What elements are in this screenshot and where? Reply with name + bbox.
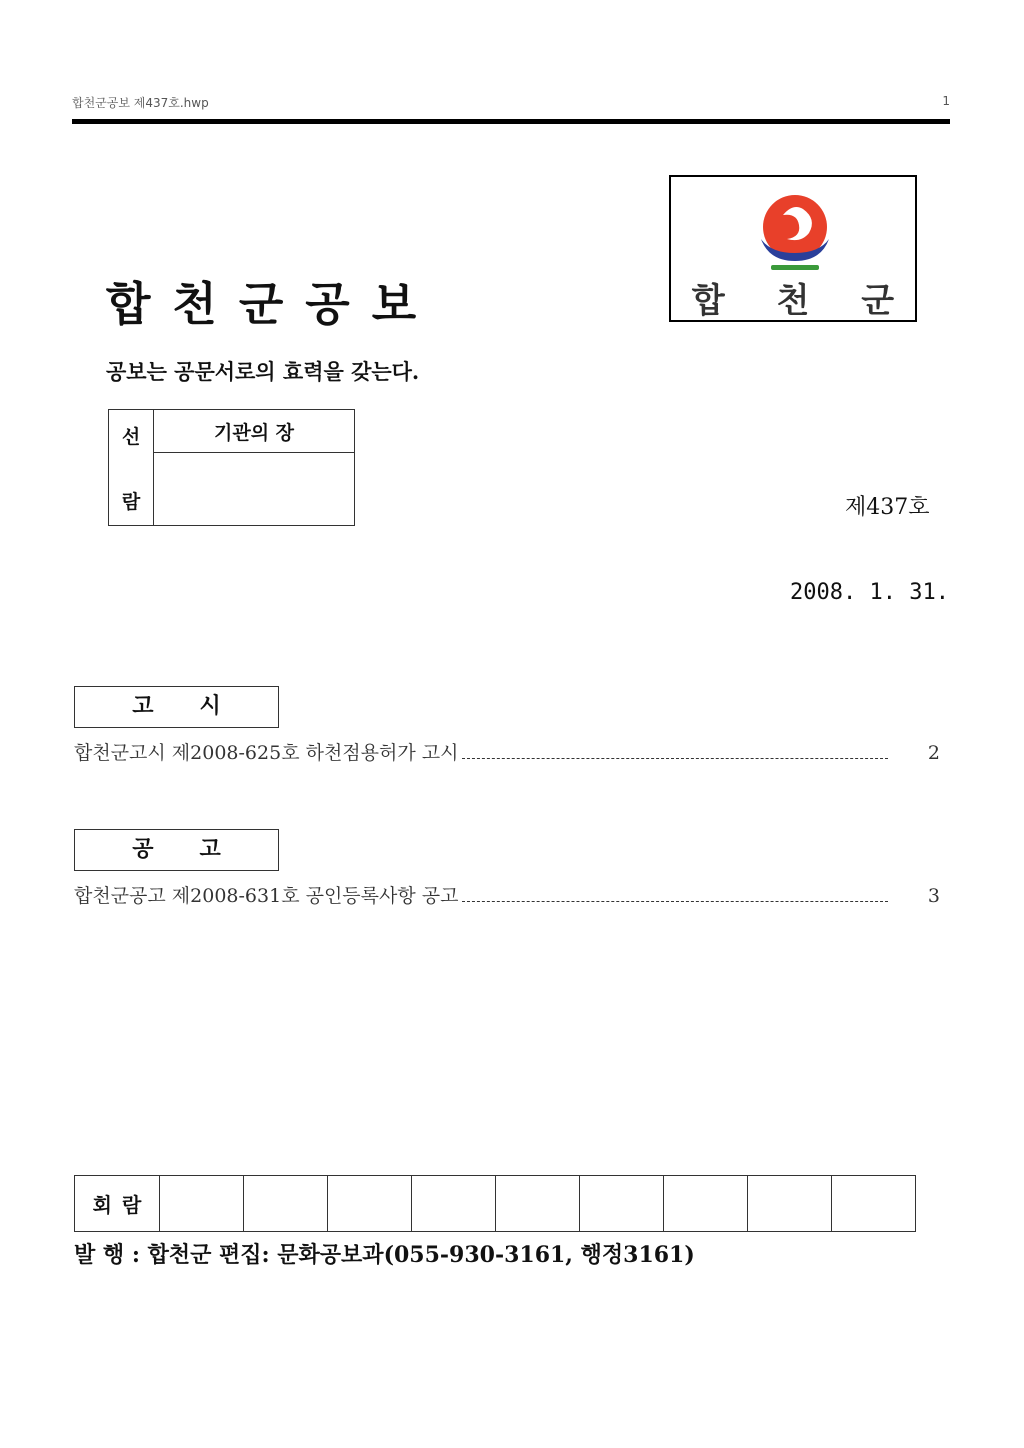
toc-entry-title: 합천군공고 제2008-631호 공인등록사항 공고 (74, 885, 459, 907)
header-rule (72, 119, 950, 124)
routing-table (108, 409, 355, 526)
publisher-footer: 발 행 : 합천군 편집: 문화공보과(055-930-3161, 행정3161) (74, 1242, 695, 1268)
toc-leader (462, 757, 888, 759)
circulation-cell (580, 1176, 664, 1232)
issue-number: 제437호 (845, 495, 930, 520)
routing-side-label (109, 410, 154, 526)
toc-page-number: 3 (927, 885, 940, 907)
routing-blank-cell (154, 453, 355, 526)
toc-entry[interactable] (74, 881, 940, 908)
circulation-cell (160, 1176, 244, 1232)
circulation-label: 회람 (75, 1176, 160, 1232)
issue-date: 2008. 1. 31. (790, 580, 949, 605)
circulation-cell (748, 1176, 832, 1232)
circulation-cell (412, 1176, 496, 1232)
circulation-table (74, 1175, 916, 1232)
header-filename: 합천군공보 제437호.hwp (72, 96, 209, 110)
section-header-announcement: 공고 (74, 829, 279, 871)
toc-page-number: 2 (927, 742, 940, 764)
logo-text: 합 천 군 (691, 281, 915, 321)
circulation-cell (496, 1176, 580, 1232)
toc-leader (462, 900, 888, 902)
toc-entry[interactable] (74, 738, 940, 765)
circulation-cell (832, 1176, 916, 1232)
routing-side-top: 선 (121, 426, 141, 448)
circulation-cell (328, 1176, 412, 1232)
circulation-cell (244, 1176, 328, 1232)
county-emblem-icon (753, 189, 837, 273)
document-title: 합천군공보 (106, 277, 439, 331)
subtitle: 공보는 공문서로의 효력을 갖는다. (106, 359, 420, 384)
page-header (72, 94, 950, 111)
routing-head-cell: 기관의 장 (154, 410, 355, 453)
emblem-ground-shape (771, 265, 819, 270)
routing-side-bottom: 람 (121, 491, 141, 513)
section-header-notice: 고시 (74, 686, 279, 728)
toc-entry-title: 합천군고시 제2008-625호 하천점용허가 고시 (74, 742, 459, 764)
county-logo (669, 175, 917, 322)
header-page-number: 1 (942, 94, 950, 108)
circulation-cell (664, 1176, 748, 1232)
